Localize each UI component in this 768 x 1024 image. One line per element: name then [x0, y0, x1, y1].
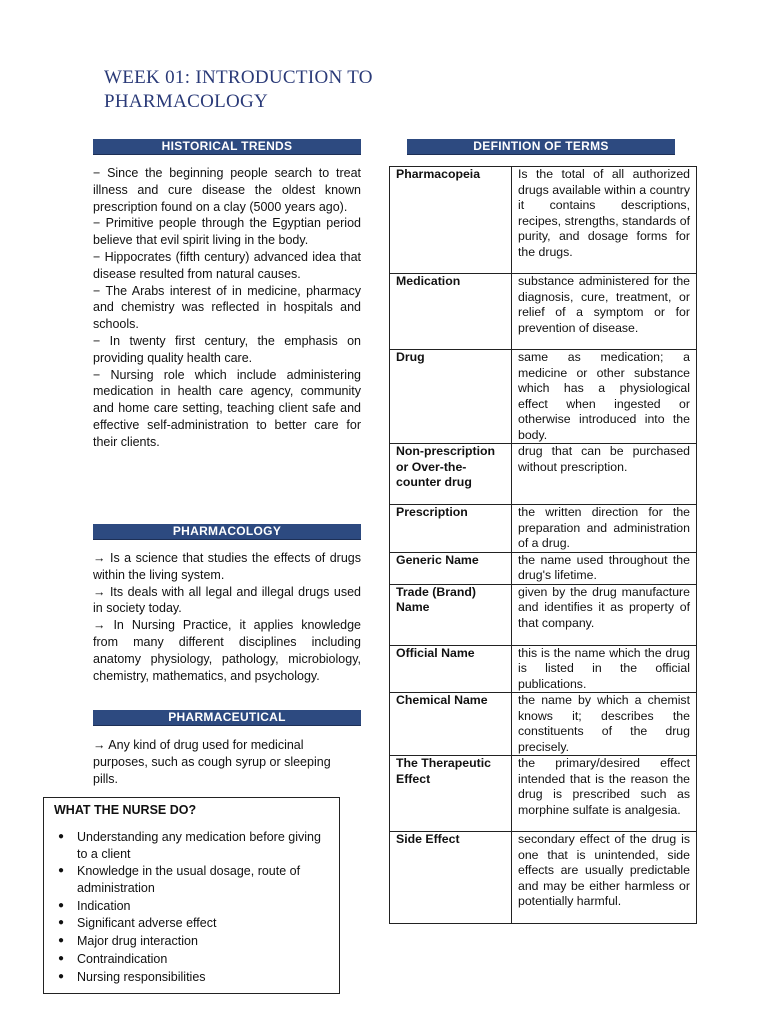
- term-cell: Official Name: [390, 645, 512, 693]
- definition-cell: same as medication; a medicine or other substance which has a physiological effect when ingested or otherwise introduced into the body.: [512, 350, 697, 444]
- nurse-duties-box: [43, 797, 340, 994]
- term-cell: The Therapeutic Effect: [390, 756, 512, 832]
- definition-cell: secondary effect of the drug is one that is unintended, side effects are usually predictable and may be either harmless or potentially harmful.: [512, 832, 697, 924]
- table-row: [390, 832, 697, 924]
- definition-cell: drug that can be purchased without prescription.: [512, 444, 697, 505]
- list-item: [54, 898, 334, 915]
- list-item: [54, 829, 334, 862]
- table-row: [390, 167, 697, 274]
- table-row: [390, 552, 697, 584]
- list-item: [54, 933, 334, 950]
- bullet-icon: ●: [58, 831, 65, 842]
- list-item-text: Nursing responsibilities: [77, 969, 206, 984]
- bullet-icon: ●: [58, 970, 65, 982]
- table-row: [390, 274, 697, 350]
- pharmacology-paragraph: → Is a science that studies the effects of drugs within the living system.: [93, 551, 361, 582]
- page-title-line-1: WEEK 01: INTRODUCTION TO: [104, 67, 373, 88]
- list-item-text: Knowledge in the usual dosage, route of administration: [77, 864, 301, 895]
- definition-cell: the primary/desired effect intended that is the reason the drug is prescribed such as morphine sulfate is analgesia.: [512, 756, 697, 832]
- historical-trends-text: [93, 165, 361, 451]
- pharmacology-text: [93, 550, 361, 684]
- historical-paragraph: − In twenty first century, the emphasis on providing quality health care.: [93, 333, 361, 365]
- bullet-icon: ●: [58, 952, 65, 964]
- historical-paragraph: − Nursing role which include administering medication in health care agency, community and home care setting, teaching client safe and effective self-administration to better care for their clients.: [93, 367, 361, 449]
- page-title-line-2: PHARMACOLOGY: [104, 91, 269, 112]
- list-item-text: Indication: [77, 898, 131, 913]
- bullet-icon: ●: [58, 899, 65, 911]
- term-cell: Medication: [390, 274, 512, 350]
- table-row: [390, 693, 697, 756]
- table-row: [390, 505, 697, 553]
- historical-paragraph: − Hippocrates (fifth century) advanced idea that disease resulted from natural causes.: [93, 249, 361, 281]
- table-row: [390, 645, 697, 693]
- pharmaceutical-text: → Any kind of drug used for medicinal purposes, such as cough syrup or sleeping pills.: [93, 738, 331, 786]
- term-cell: Generic Name: [390, 552, 512, 584]
- bullet-icon: ●: [58, 917, 65, 929]
- nurse-duties-title: WHAT THE NURSE DO?: [54, 803, 197, 817]
- term-cell: Pharmacopeia: [390, 167, 512, 274]
- term-cell: Chemical Name: [390, 693, 512, 756]
- table-row: [390, 756, 697, 832]
- list-item-text: Contraindication: [77, 951, 168, 966]
- definition-cell: this is the name which the drug is listed in the official publications.: [512, 645, 697, 693]
- pharmacology-paragraph: → Its deals with all legal and illegal drugs used in society today.: [93, 584, 361, 616]
- historical-paragraph: − The Arabs interest of in medicine, pharmacy and chemistry was reflected in hospitals and schools.: [93, 283, 361, 332]
- list-item: [54, 915, 334, 932]
- pharmacology-paragraph: → In Nursing Practice, it applies knowledge from many different disciplines including anatomy physiology, pathology, microbiology, chemistry, mathematics, and psychology.: [93, 618, 361, 683]
- definition-cell: Is the total of all authorized drugs available within a country it contains descriptions, recipes, strengths, standards of purity, and dosage forms for the drugs.: [512, 167, 697, 274]
- list-item-text: Understanding any medication before giving to a client: [77, 830, 321, 861]
- term-cell: Drug: [390, 350, 512, 444]
- definition-cell: the name used throughout the drug's lifetime.: [512, 552, 697, 584]
- definition-cell: the written direction for the preparation and administration of a drug.: [512, 505, 697, 553]
- list-item-text: Major drug interaction: [77, 934, 198, 949]
- historical-trends-header: HISTORICAL TRENDS: [93, 139, 361, 155]
- bullet-icon: ●: [58, 865, 65, 877]
- term-cell: Trade (Brand) Name: [390, 584, 512, 645]
- definitions-header: DEFINTION OF TERMS: [407, 139, 675, 155]
- historical-paragraph: − Since the beginning people search to treat illness and cure disease the oldest known prescription found on a clay (5000 years ago).: [93, 166, 361, 214]
- nurse-duties-list: [54, 829, 334, 987]
- table-row: [390, 350, 697, 444]
- pharmacology-header: PHARMACOLOGY: [93, 524, 361, 540]
- page-title: [104, 66, 464, 114]
- list-item: [54, 863, 334, 896]
- definitions-table: [389, 166, 697, 924]
- definition-cell: substance administered for the diagnosis, cure, treatment, or relief of a symptom or for prevention of disease.: [512, 274, 697, 350]
- bullet-icon: ●: [58, 935, 65, 947]
- term-cell: Prescription: [390, 505, 512, 553]
- definition-cell: the name by which a chemist knows it; describes the constituents of the drug precisely.: [512, 693, 697, 756]
- list-item: [54, 951, 334, 968]
- historical-paragraph: − Primitive people through the Egyptian period believe that evil spirit living in the body.: [93, 216, 361, 248]
- list-item-text: Significant adverse effect: [77, 916, 217, 931]
- table-row: [390, 444, 697, 505]
- pharmaceutical-header: PHARMACEUTICAL: [93, 710, 361, 726]
- table-row: [390, 584, 697, 645]
- term-cell: Side Effect: [390, 832, 512, 924]
- definition-cell: given by the drug manufacture and identifies it as property of that company.: [512, 584, 697, 645]
- list-item: [54, 969, 334, 986]
- term-cell: Non-prescription or Over-the-counter drug: [390, 444, 512, 505]
